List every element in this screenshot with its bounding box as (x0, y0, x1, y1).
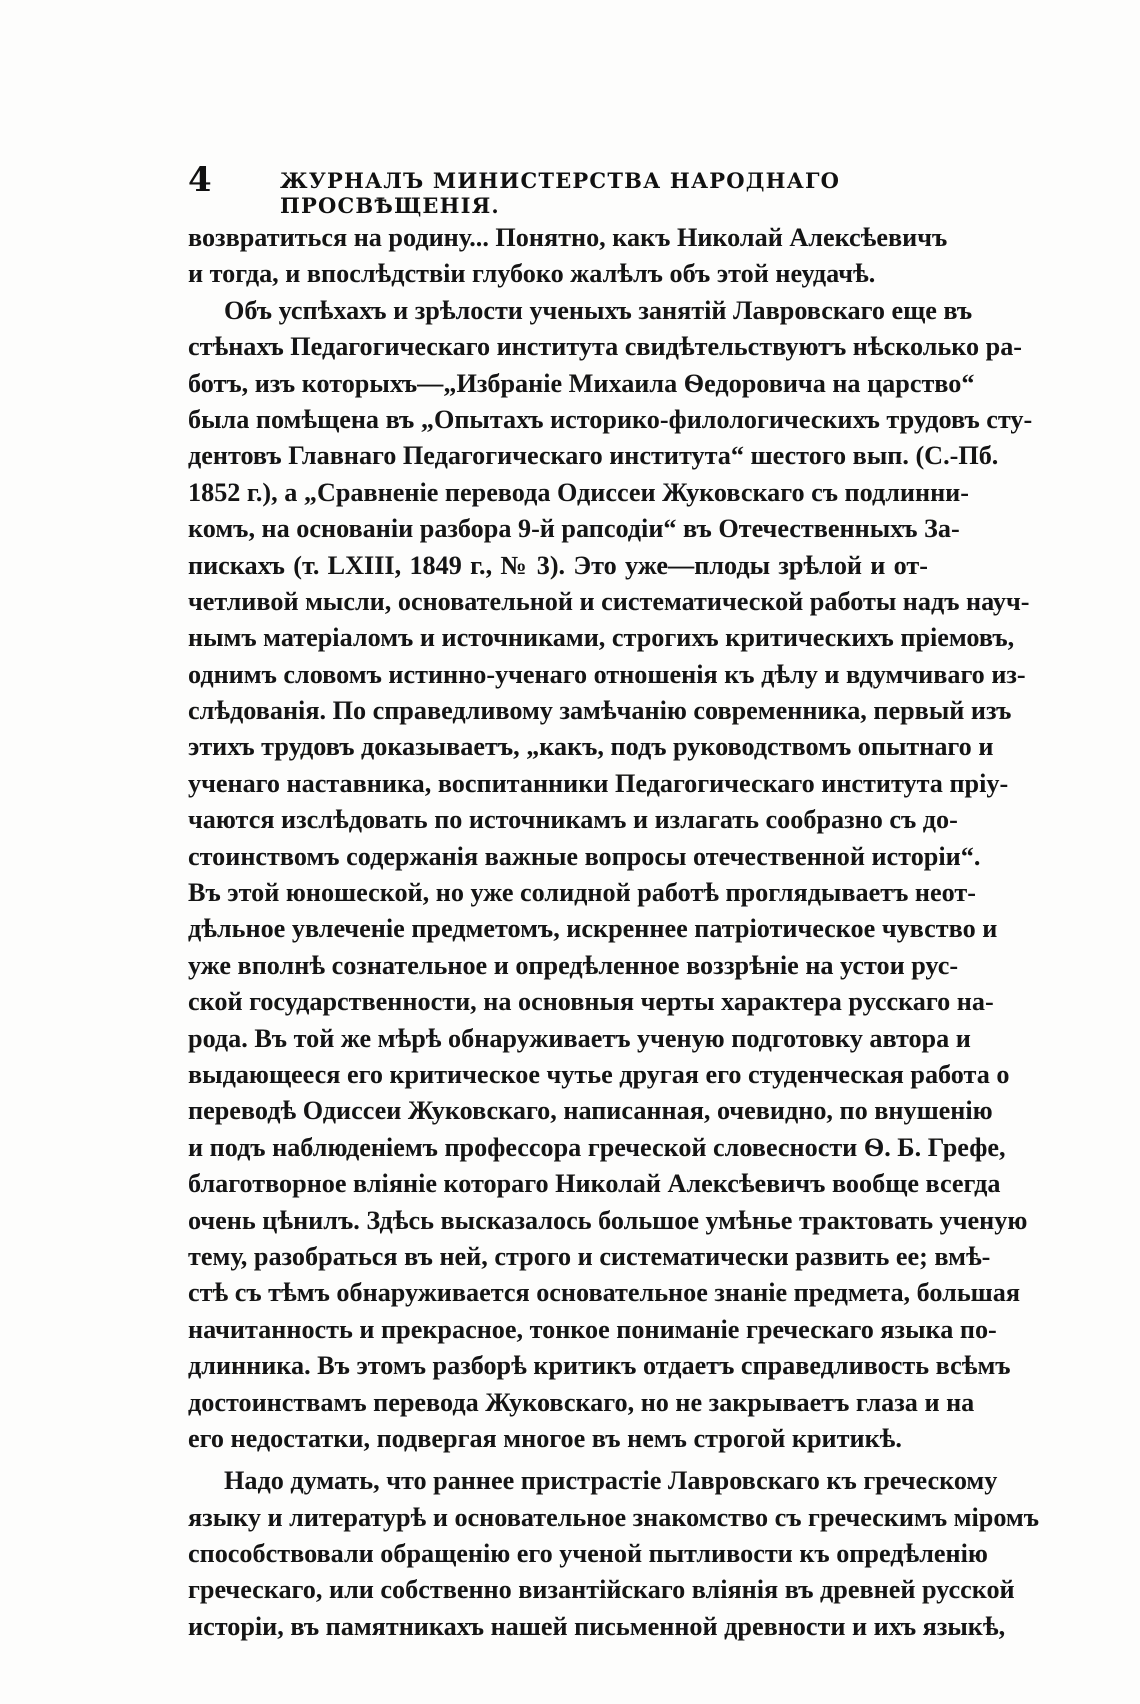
text-line: достоинствамъ перевода Жуковскаго, но не закрываетъ глаза и на (188, 1387, 975, 1417)
text-line: была помѣщена въ „Опытахъ историко-филологическихъ трудовъ сту- (188, 404, 1033, 434)
text-line: стѣ съ тѣмъ обнаруживается основательное знаніе предмета, большая (188, 1278, 1021, 1308)
text-line: ботъ, изъ которыхъ—„Избраніе Михаила Ѳедоровича на царство“ (188, 368, 975, 398)
text-line: нымъ матеріаломъ и источниками, строгихъ критическихъ пріемовъ, (188, 623, 1015, 653)
text-line: и подъ наблюденіемъ профессора греческой словесности Ѳ. Б. Грефе, (188, 1132, 1006, 1162)
body-text (188, 220, 1040, 1645)
text-line: способствовали обращенію его ученой пытливости къ опредѣленію (188, 1539, 988, 1569)
text-line: Объ успѣхахъ и зрѣлости ученыхъ занятій Лавровскаго еще въ (224, 295, 973, 325)
text-line: возвратиться на родину... Понятно, какъ Николай Алексѣевичъ (188, 223, 948, 252)
text-line: ученаго наставника, воспитанники Педагогическаго института пріу- (188, 768, 1009, 798)
text-line: слѣдованія. По справедливому замѣчанію современника, первый изъ (188, 696, 1012, 726)
text-line: исторіи, въ памятникахъ нашей письменной древности и ихъ языкѣ, (188, 1611, 1006, 1641)
text-line: этихъ трудовъ доказываетъ, „какъ, подъ руководствомъ опытнаго и (188, 732, 994, 762)
text-line: длинника. Въ этомъ разборѣ критикъ отдаетъ справедливость всѣмъ (188, 1351, 1011, 1381)
text-line: четливой мысли, основательной и систематической работы надъ науч- (188, 586, 1030, 616)
text-line: начитанность и прекрасное, тонкое пониманіе греческаго языка по- (188, 1314, 997, 1344)
text-line: ской государственности, на основныя черты характера русскаго на- (188, 987, 994, 1017)
text-line: стѣнахъ Педагогическаго института свидѣтельствуютъ нѣсколько ра- (188, 332, 1023, 362)
paragraph (188, 1463, 1040, 1645)
text-line: стоинствомъ содержанія важные вопросы отечественной исторіи“. (188, 841, 981, 871)
text-line: языку и литературѣ и основательное знакомство съ греческимъ міромъ (188, 1502, 1040, 1532)
text-line: чаются изслѣдовать по источникамъ и излагать сообразно съ до- (188, 805, 958, 835)
journal-title: ЖУРНАЛЪ МИНИСТЕРСТВА НАРОДНАГО ПРОСВѢЩЕНІЯ. (280, 168, 841, 218)
text-line: уже вполнѣ сознательное и опредѣленное воззрѣніе на устои рус- (188, 950, 959, 980)
text-line: переводѣ Одиссеи Жуковскаго, написанная, очевидно, по внушенію (188, 1096, 993, 1126)
page-number: 4 (188, 160, 212, 200)
paragraph (188, 293, 1033, 1458)
text-line: пискахъ (т. LXIII, 1849 г., № 3). Это уже—плоды зрѣлой и от- (188, 550, 928, 580)
text-line: греческаго, или собственно византійскаго вліянія въ древней русской (188, 1575, 1015, 1605)
paragraph (188, 220, 948, 293)
text-line: его недостатки, подвергая многое въ немъ строгой критикѣ. (188, 1423, 902, 1453)
text-line: очень цѣнилъ. Здѣсь высказалось большое умѣнье трактовать ученую (188, 1205, 1028, 1235)
text-line: благотворное вліяніе котораго Николай Алексѣевичъ вообще всегда (188, 1169, 1001, 1199)
running-head (188, 160, 958, 218)
text-line: тему, разобраться въ ней, строго и систематически развить ее; вмѣ- (188, 1241, 991, 1271)
text-line: комъ, на основаніи разбора 9-й рапсодіи“ въ Отечественныхъ За- (188, 514, 960, 544)
text-line: 1852 г.), а „Сравненіе перевода Одиссеи Жуковскаго съ подлинни- (188, 477, 969, 507)
text-line: дѣльное увлеченіе предметомъ, искреннее патріотическое чувство и (188, 914, 998, 944)
text-line: и тогда, и впослѣдствіи глубоко жалѣлъ объ этой неудачѣ. (188, 259, 876, 289)
text-line: Въ этой юношеской, но уже солидной работѣ проглядываетъ неот- (188, 878, 976, 908)
text-line: выдающееся его критическое чутье другая его студенческая работа о (188, 1059, 1010, 1089)
text-line: рода. Въ той же мѣрѣ обнаруживаетъ ученую подготовку автора и (188, 1023, 971, 1053)
text-line: Надо думать, что раннее пристрастіе Лавровскаго къ греческому (224, 1466, 998, 1496)
text-line: дентовъ Главнаго Педагогическаго института“ шестого вып. (С.-Пб. (188, 441, 999, 471)
text-line: однимъ словомъ истинно-ученаго отношенія къ дѣлу и вдумчиваго из- (188, 659, 1026, 689)
